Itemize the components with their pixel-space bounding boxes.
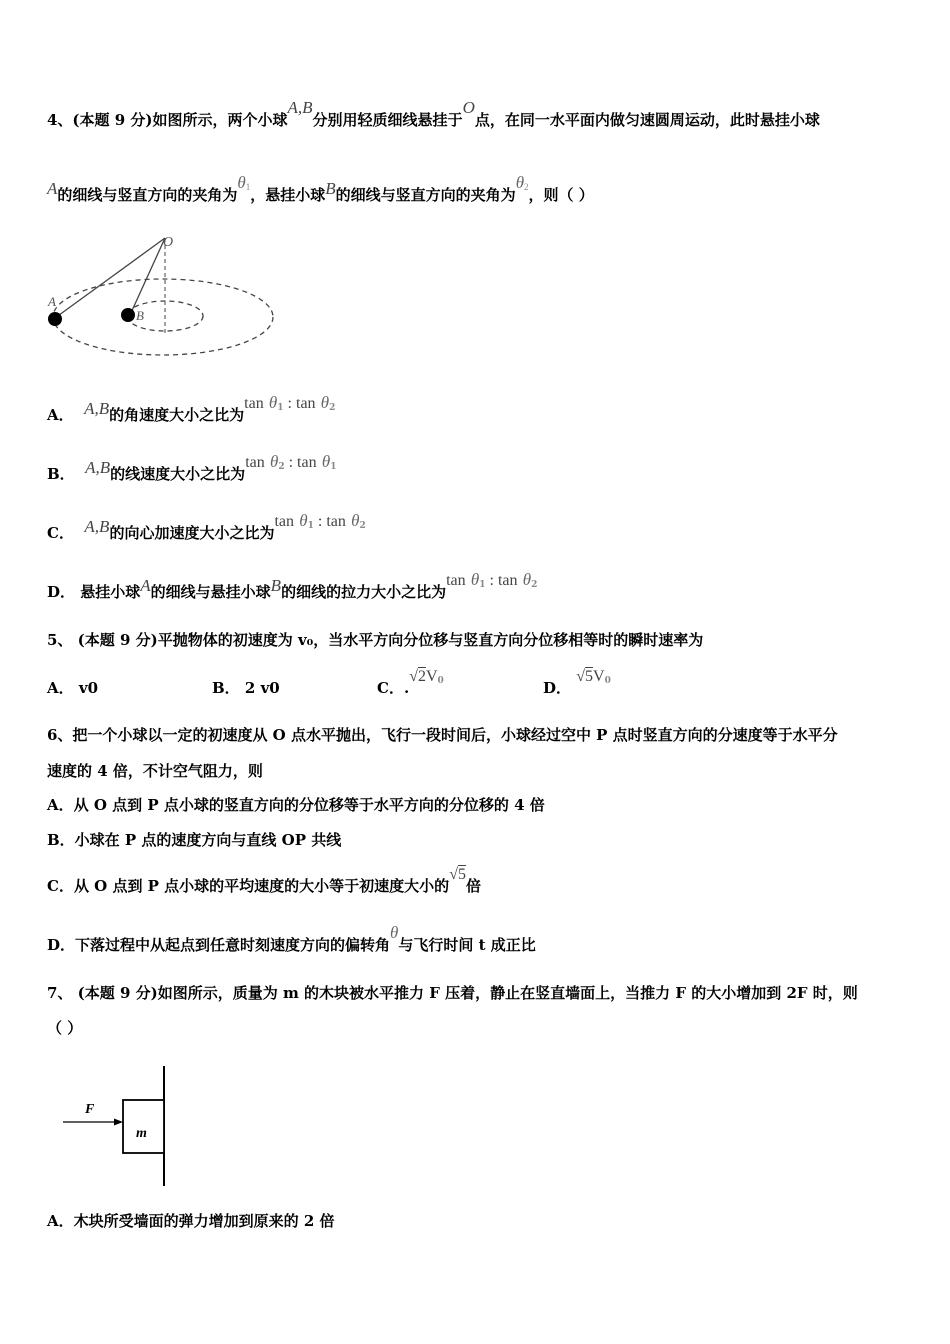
q5-option-b: B． 2 v0 bbox=[212, 679, 280, 697]
tan-ratio: $\tan \theta_2$ : $\tan \theta_1$ bbox=[245, 452, 337, 472]
q4-option-d: D． 悬挂小球A的细线与悬挂小球B的细线的拉力大小之比为$\tan \theta_1$ : $\tan \theta_2$ bbox=[47, 570, 538, 601]
force-arrow-head bbox=[114, 1119, 123, 1126]
ball-b bbox=[121, 308, 135, 322]
string-a bbox=[55, 238, 165, 318]
string-b bbox=[130, 238, 165, 315]
label-f: F bbox=[85, 1102, 95, 1117]
theta: θ bbox=[390, 923, 399, 942]
var-b: B bbox=[325, 179, 336, 198]
sqrt5: √5 bbox=[449, 866, 466, 883]
q4-option-c: C． A,B的向心加速度大小之比为$\tan \theta_1$ : $\tan \theta_2$ bbox=[47, 511, 366, 542]
q5-stem: 5、 (本题 9 分)平抛物体的初速度为 v₀，当水平方向分位移与竖直方向分位移相等时的瞬时速率为 bbox=[47, 631, 704, 649]
label-o: O bbox=[163, 235, 174, 250]
q5-option-a: A． v0 bbox=[47, 679, 99, 697]
orbit-a-ellipse bbox=[53, 279, 273, 355]
q6-option-d: D．下落过程中从起点到任意时刻速度方向的偏转角θ与飞行时间 t 成正比 bbox=[47, 923, 536, 954]
q5-option-d: D． $√5V_0$ bbox=[543, 668, 611, 697]
theta-2: $\theta_2$ bbox=[515, 173, 529, 192]
sqrt2-v0: $√2V_0$ bbox=[409, 668, 444, 686]
tan-ratio: $\tan \theta_1$ : $\tan \theta_2$ bbox=[274, 511, 366, 531]
q4-stem-line-2: A的细线与竖直方向的夹角为$\theta_1$，悬挂小球B的细线与竖直方向的夹角为$\theta_2$，则（ ） bbox=[47, 173, 594, 204]
q6-option-c: C．从 O 点到 P 点小球的平均速度的大小等于初速度大小的√5倍 bbox=[47, 866, 481, 895]
theta-1: $\theta_1$ bbox=[237, 173, 251, 192]
sqrt5-v0: $√5V_0$ bbox=[576, 668, 611, 686]
q4-option-b: B． A,B的线速度大小之比为$\tan \theta_2$ : $\tan \theta_1$ bbox=[47, 452, 337, 483]
label-m: m bbox=[136, 1126, 147, 1141]
q4-stem-line-1: 4、(本题 9 分)如图所示，两个小球A,B分别用轻质细线悬挂于O点，在同一水平面内做匀速圆周运动，此时悬挂小球 bbox=[47, 98, 820, 129]
q5-option-c: C．$.√2V_0$ bbox=[377, 668, 444, 697]
var-o: O bbox=[462, 98, 475, 117]
var-a-b: A,B bbox=[287, 98, 313, 117]
ball-a bbox=[48, 312, 62, 326]
q6-option-a: A．从 O 点到 P 点小球的竖直方向的分位移等于水平方向的分位移的 4 倍 bbox=[47, 796, 545, 814]
q4-conical-pendulum-figure bbox=[40, 228, 280, 368]
label-a: A bbox=[48, 294, 56, 309]
q7-stem-line-1: 7、 (本题 9 分)如图所示，质量为 m 的木块被水平推力 F 压着，静止在竖直墙面上，当推力 F 的大小增加到 2F 时，则 bbox=[47, 984, 858, 1002]
tan-ratio: $\tan \theta_1$ : $\tan \theta_2$ bbox=[446, 570, 538, 590]
label-b: B bbox=[136, 308, 144, 323]
q7-option-a: A．木块所受墙面的弹力增加到原来的 2 倍 bbox=[47, 1212, 335, 1230]
q6-stem-line-2: 速度的 4 倍，不计空气阻力，则 bbox=[47, 762, 263, 780]
q4-option-a: A． A,B的角速度大小之比为$\tan \theta_1$ : $\tan \theta_2$ bbox=[47, 393, 336, 424]
tan-ratio: $\tan \theta_1$ : $\tan \theta_2$ bbox=[244, 393, 336, 413]
q7-stem-line-2: （ ） bbox=[47, 1019, 83, 1037]
q6-stem-line-1: 6、把一个小球以一定的初速度从 O 点水平抛出，飞行一段时间后，小球经过空中 P 点时竖直方向的分速度等于水平分 bbox=[47, 726, 838, 744]
q7-block-wall-figure bbox=[55, 1062, 180, 1190]
q6-option-b: B．小球在 P 点的速度方向与直线 OP 共线 bbox=[47, 831, 342, 849]
var-a: A bbox=[47, 179, 58, 198]
